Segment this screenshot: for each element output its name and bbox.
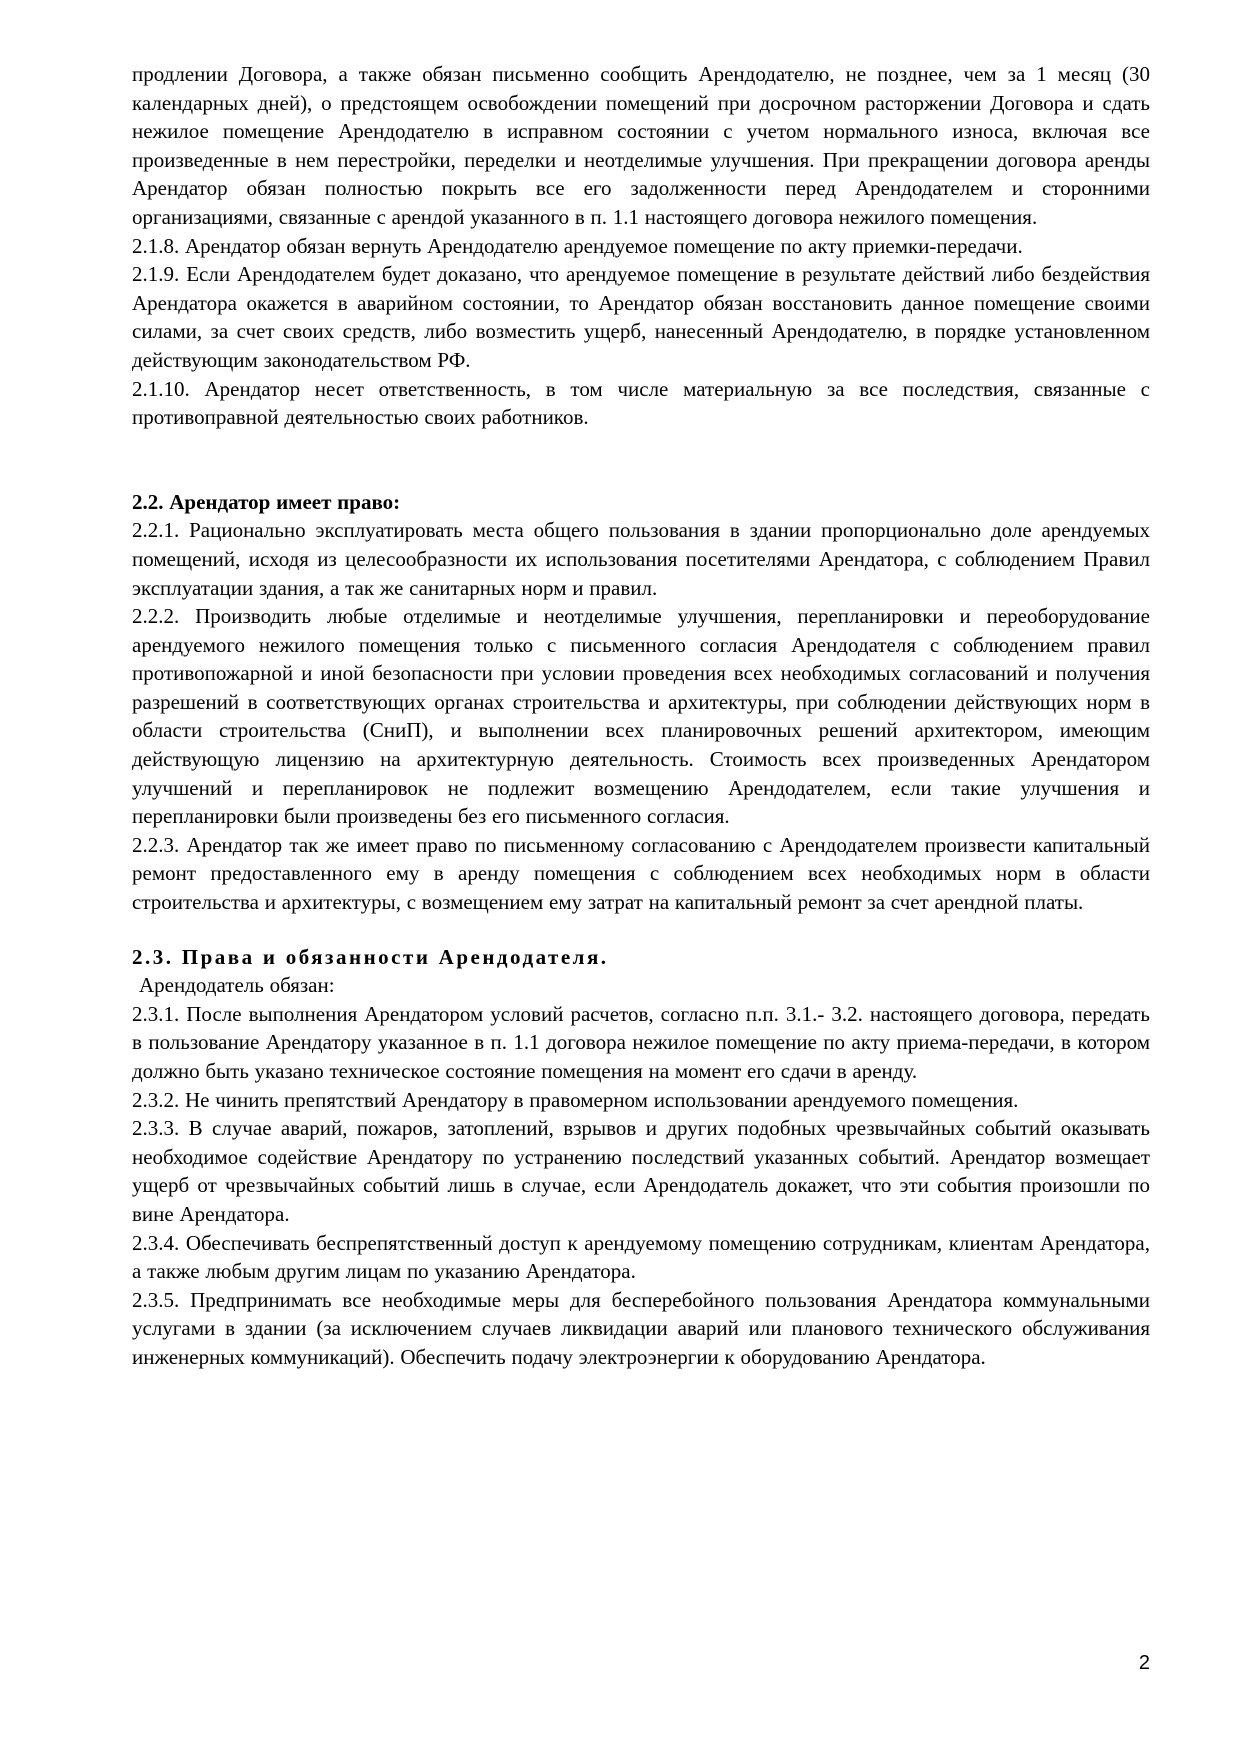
- clause-2-3-2: 2.3.2. Не чинить препятствий Арендатору в правомерном использовании арендуемого помещения.: [132, 1087, 1019, 1112]
- document-body: [132, 60, 1150, 1372]
- clause-2-3-1: 2.3.1. После выполнения Арендатором условий расчетов, согласно п.п. 3.1.- 3.2. настоящего договора, передать в пользование Арендатору указанное в п. 1.1 договора нежилое помещение по акту приема-передачи, в котором должно быть указано техническое состояние помещения на момент его сдачи в аренду.: [132, 1001, 1150, 1083]
- clause-2-1-8: 2.1.8. Арендатор обязан вернуть Арендодателю арендуемое помещение по акту приемки-передачи.: [132, 233, 1023, 258]
- clause-2-2-3: 2.2.3. Арендатор так же имеет право по письменному согласованию с Арендодателем произвести капитальный ремонт предоставленного ему в аренду помещения с соблюдением всех необходимых норм в области строительства и архитектуры, с возмещением ему затрат на капитальный ремонт за счет арендной платы.: [132, 832, 1150, 915]
- clause-2-3-4: 2.3.4. Обеспечивать беспрепятственный доступ к арендуемому помещению сотрудникам, клиентам Арендатора, а также любым другим лицам по указанию Арендатора.: [132, 1230, 1150, 1284]
- section-heading-2-2: 2.2. Арендатор имеет право:: [132, 489, 401, 514]
- clause-2-2-1: 2.2.1. Рационально эксплуатировать места общего пользования в здании пропорционально доле арендуемых помещений, исходя из целесообразности их использования посетителями Арендатора, с соблюдением Правил эксплуатации здания, а так же санитарных норм и правил.: [132, 518, 1150, 600]
- page-number: 2: [1138, 1652, 1150, 1674]
- clause-2-3-5: 2.3.5. Предпринимать все необходимые меры для бесперебойного пользования Арендатора коммунальными услугами в здании (за исключением случаев ликвидации аварий или планового технического обслуживания инженерных коммуникаций). Обеспечить подачу электроэнергии к оборудованию Арендатора.: [132, 1287, 1150, 1369]
- landlord-obliged-lead-in: Арендодатель обязан:: [139, 973, 335, 998]
- clause-2-2-2: 2.2.2. Производить любые отделимые и неотделимые улучшения, перепланировки и переоборудование арендуемого нежилого помещения только с письменного согласия Арендодателя с соблюдением правил противопожарной и иной безопасности при условии проведения всех необходимых согласований и получения разрешений в соответствующих органах строительства и архитектуры, при соблюдении действующих норм в области строительства (СниП), и выполнении всех планировочных решений архитектором, имеющим действующую лицензию на архитектурную деятельность. Стоимость всех произведенных Арендатором улучшений и перепланировок не подлежит возмещению Арендодателем, если такие улучшения и перепланировки были произведены без его письменного согласия.: [132, 604, 1150, 829]
- clause-2-3-3: 2.3.3. В случае аварий, пожаров, затоплений, взрывов и других подобных чрезвычайных событий оказывать необходимое содействие Арендатору по устранению последствий указанных событий. Арендатор возмещает ущерб от чрезвычайных событий лишь в случае, если Арендодатель докажет, что эти события произошли по вине Арендатора.: [132, 1116, 1150, 1226]
- section-heading-2-3: 2.3. Права и обязанности Арендодателя.: [132, 944, 609, 969]
- clause-2-1-10: 2.1.10. Арендатор несет ответственность, в том числе материальную за все последствия, связанные с противоправной деятельностью своих работников.: [132, 376, 1150, 430]
- clause-2-1-9: 2.1.9. Если Арендодателем будет доказано, что арендуемое помещение в результате действий либо бездействия Арендатора окажется в аварийном состоянии, то Арендатор обязан восстановить данное помещение своими силами, за счет своих средств, либо возместить ущерб, нанесенный Арендодателю, в порядке установленном действующим законодательством РФ.: [132, 262, 1150, 372]
- clause-2-1-7-continuation: продлении Договора, а также обязан письменно сообщить Арендодателю, не позднее, чем за 1 месяц (30 календарных дней), о предстоящем освобождении помещений при досрочном расторжении Договора и сдать нежилое помещение Арендодателю в исправном состоянии с учетом нормального износа, включая все произведенные в нем перестройки, переделки и неотделимые улучшения. При прекращении договора аренды Арендатор обязан полностью покрыть все его задолженности перед Арендодателем и сторонними организациями, связанные с арендой указанного в п. 1.1 настоящего договора нежилого помещения.: [132, 62, 1150, 229]
